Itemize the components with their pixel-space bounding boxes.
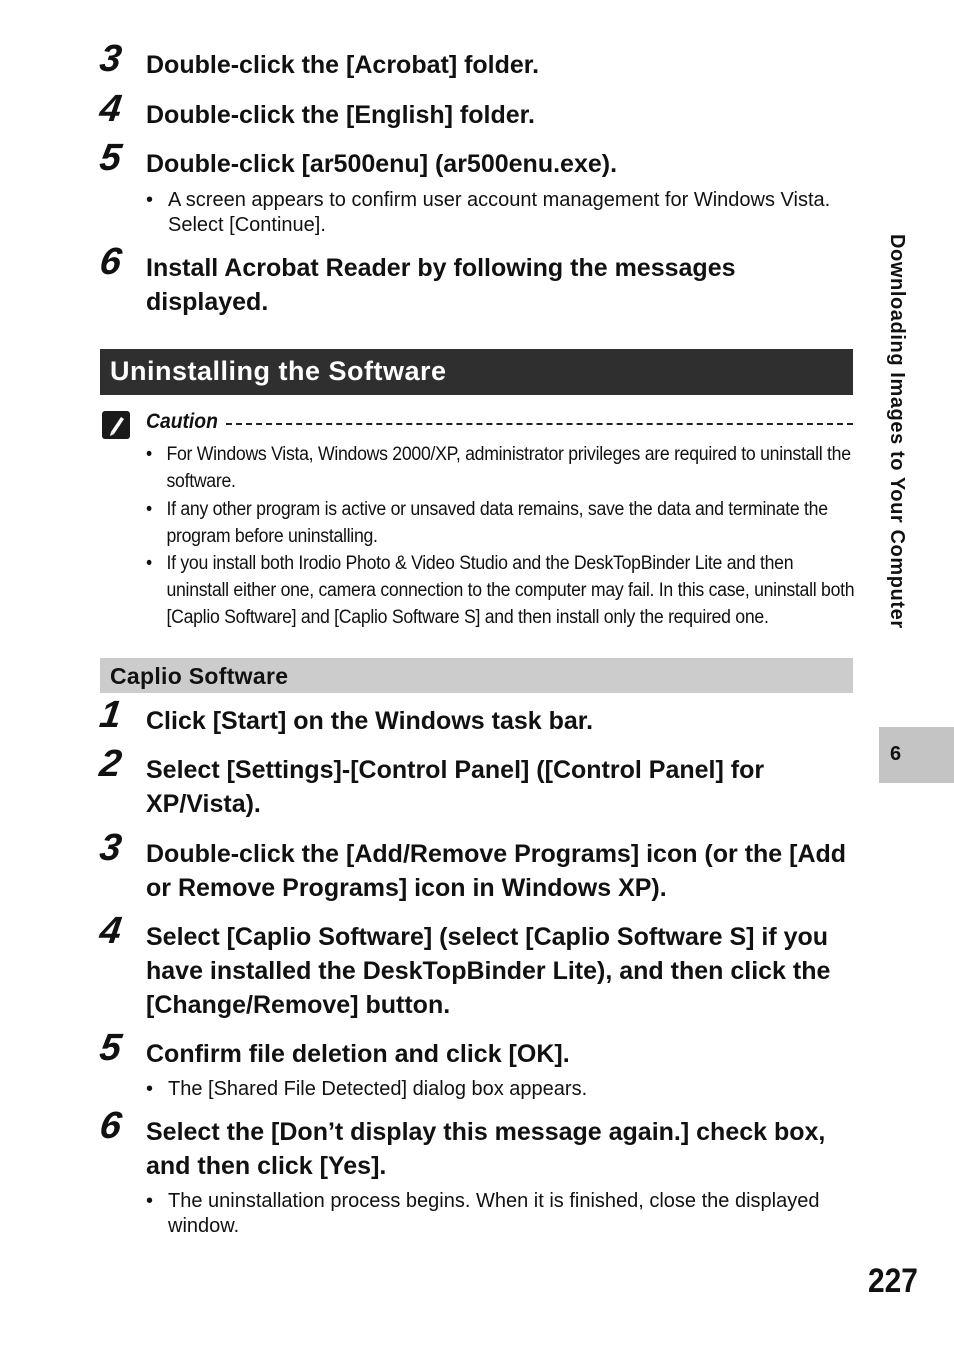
step-text: Double-click [ar500enu] (ar500enu.exe).: [146, 150, 618, 178]
bullet-dot: •: [146, 1078, 154, 1100]
step-text: Select [Caplio Software] (select [Caplio Software S] if you have installed the DeskTopBinder Lite), and then click the [Change/Remove] button.: [146, 923, 831, 1019]
caution-text: For Windows Vista, Windows 2000/XP, administrator privileges are required to uninstall the software.: [166, 444, 851, 492]
step-text: Click [Start] on the Windows task bar.: [146, 707, 594, 735]
step-number: 5: [97, 137, 125, 179]
step-number: 6: [97, 241, 125, 283]
bullet-dot: •: [146, 553, 152, 574]
note-text: The uninstallation process begins. When it is finished, close the displayed window.: [168, 1190, 820, 1237]
step-text: Select [Settings]-[Control Panel] ([Control Panel] for XP/Vista).: [146, 756, 765, 818]
step-text: Double-click the [English] folder.: [146, 101, 535, 129]
caution-label: Caution: [146, 410, 218, 433]
step-number: 3: [97, 38, 125, 80]
chapter-tab: [879, 727, 954, 783]
caution-pencil-icon: [102, 411, 130, 439]
step-number: 5: [97, 1027, 125, 1069]
chapter-number: 6: [890, 743, 902, 765]
step-text: Install Acrobat Reader by following the messages displayed.: [146, 254, 736, 316]
note-text: The [Shared File Detected] dialog box appears.: [168, 1078, 588, 1100]
bullet-dot: •: [146, 189, 154, 211]
step-text: Select the [Don’t display this message again.] check box, and then click [Yes].: [146, 1118, 826, 1180]
subsection-title: Caplio Software: [110, 663, 289, 689]
step-number: 3: [97, 827, 125, 869]
section-header: [100, 349, 853, 395]
caution-text: If you install both Irodio Photo & Video Studio and the DeskTopBinder Lite and then uninstall either one, camera connection to the computer may fail. In this case, uninstall both [Caplio Software] and [Caplio Software S] and then install only the required one.: [166, 553, 855, 628]
section-title: Uninstalling the Software: [110, 356, 447, 386]
step-number: 1: [97, 694, 125, 736]
bullet-dot: •: [146, 499, 152, 520]
caution-divider: [226, 423, 853, 425]
step-number: 6: [97, 1105, 125, 1147]
chapter-side-title: Downloading Images to Your Computer: [886, 234, 908, 629]
caution-text: If any other program is active or unsaved data remains, save the data and terminate the program before uninstalling.: [166, 499, 828, 547]
step-number: 4: [97, 910, 125, 952]
step-text: Double-click the [Acrobat] folder.: [146, 51, 540, 79]
step-number: 4: [97, 88, 125, 130]
subsection-header: [100, 658, 853, 693]
step-text: Double-click the [Add/Remove Programs] icon (or the [Add or Remove Programs] icon in Windows XP).: [146, 840, 847, 902]
step-text: Confirm file deletion and click [OK].: [146, 1040, 570, 1068]
step-number: 2: [97, 743, 125, 785]
page-number: 227: [868, 1262, 918, 1300]
bullet-dot: •: [146, 444, 152, 465]
bullet-dot: •: [146, 1190, 154, 1212]
note-text: A screen appears to confirm user account management for Windows Vista. Select [Continue].: [168, 189, 831, 236]
